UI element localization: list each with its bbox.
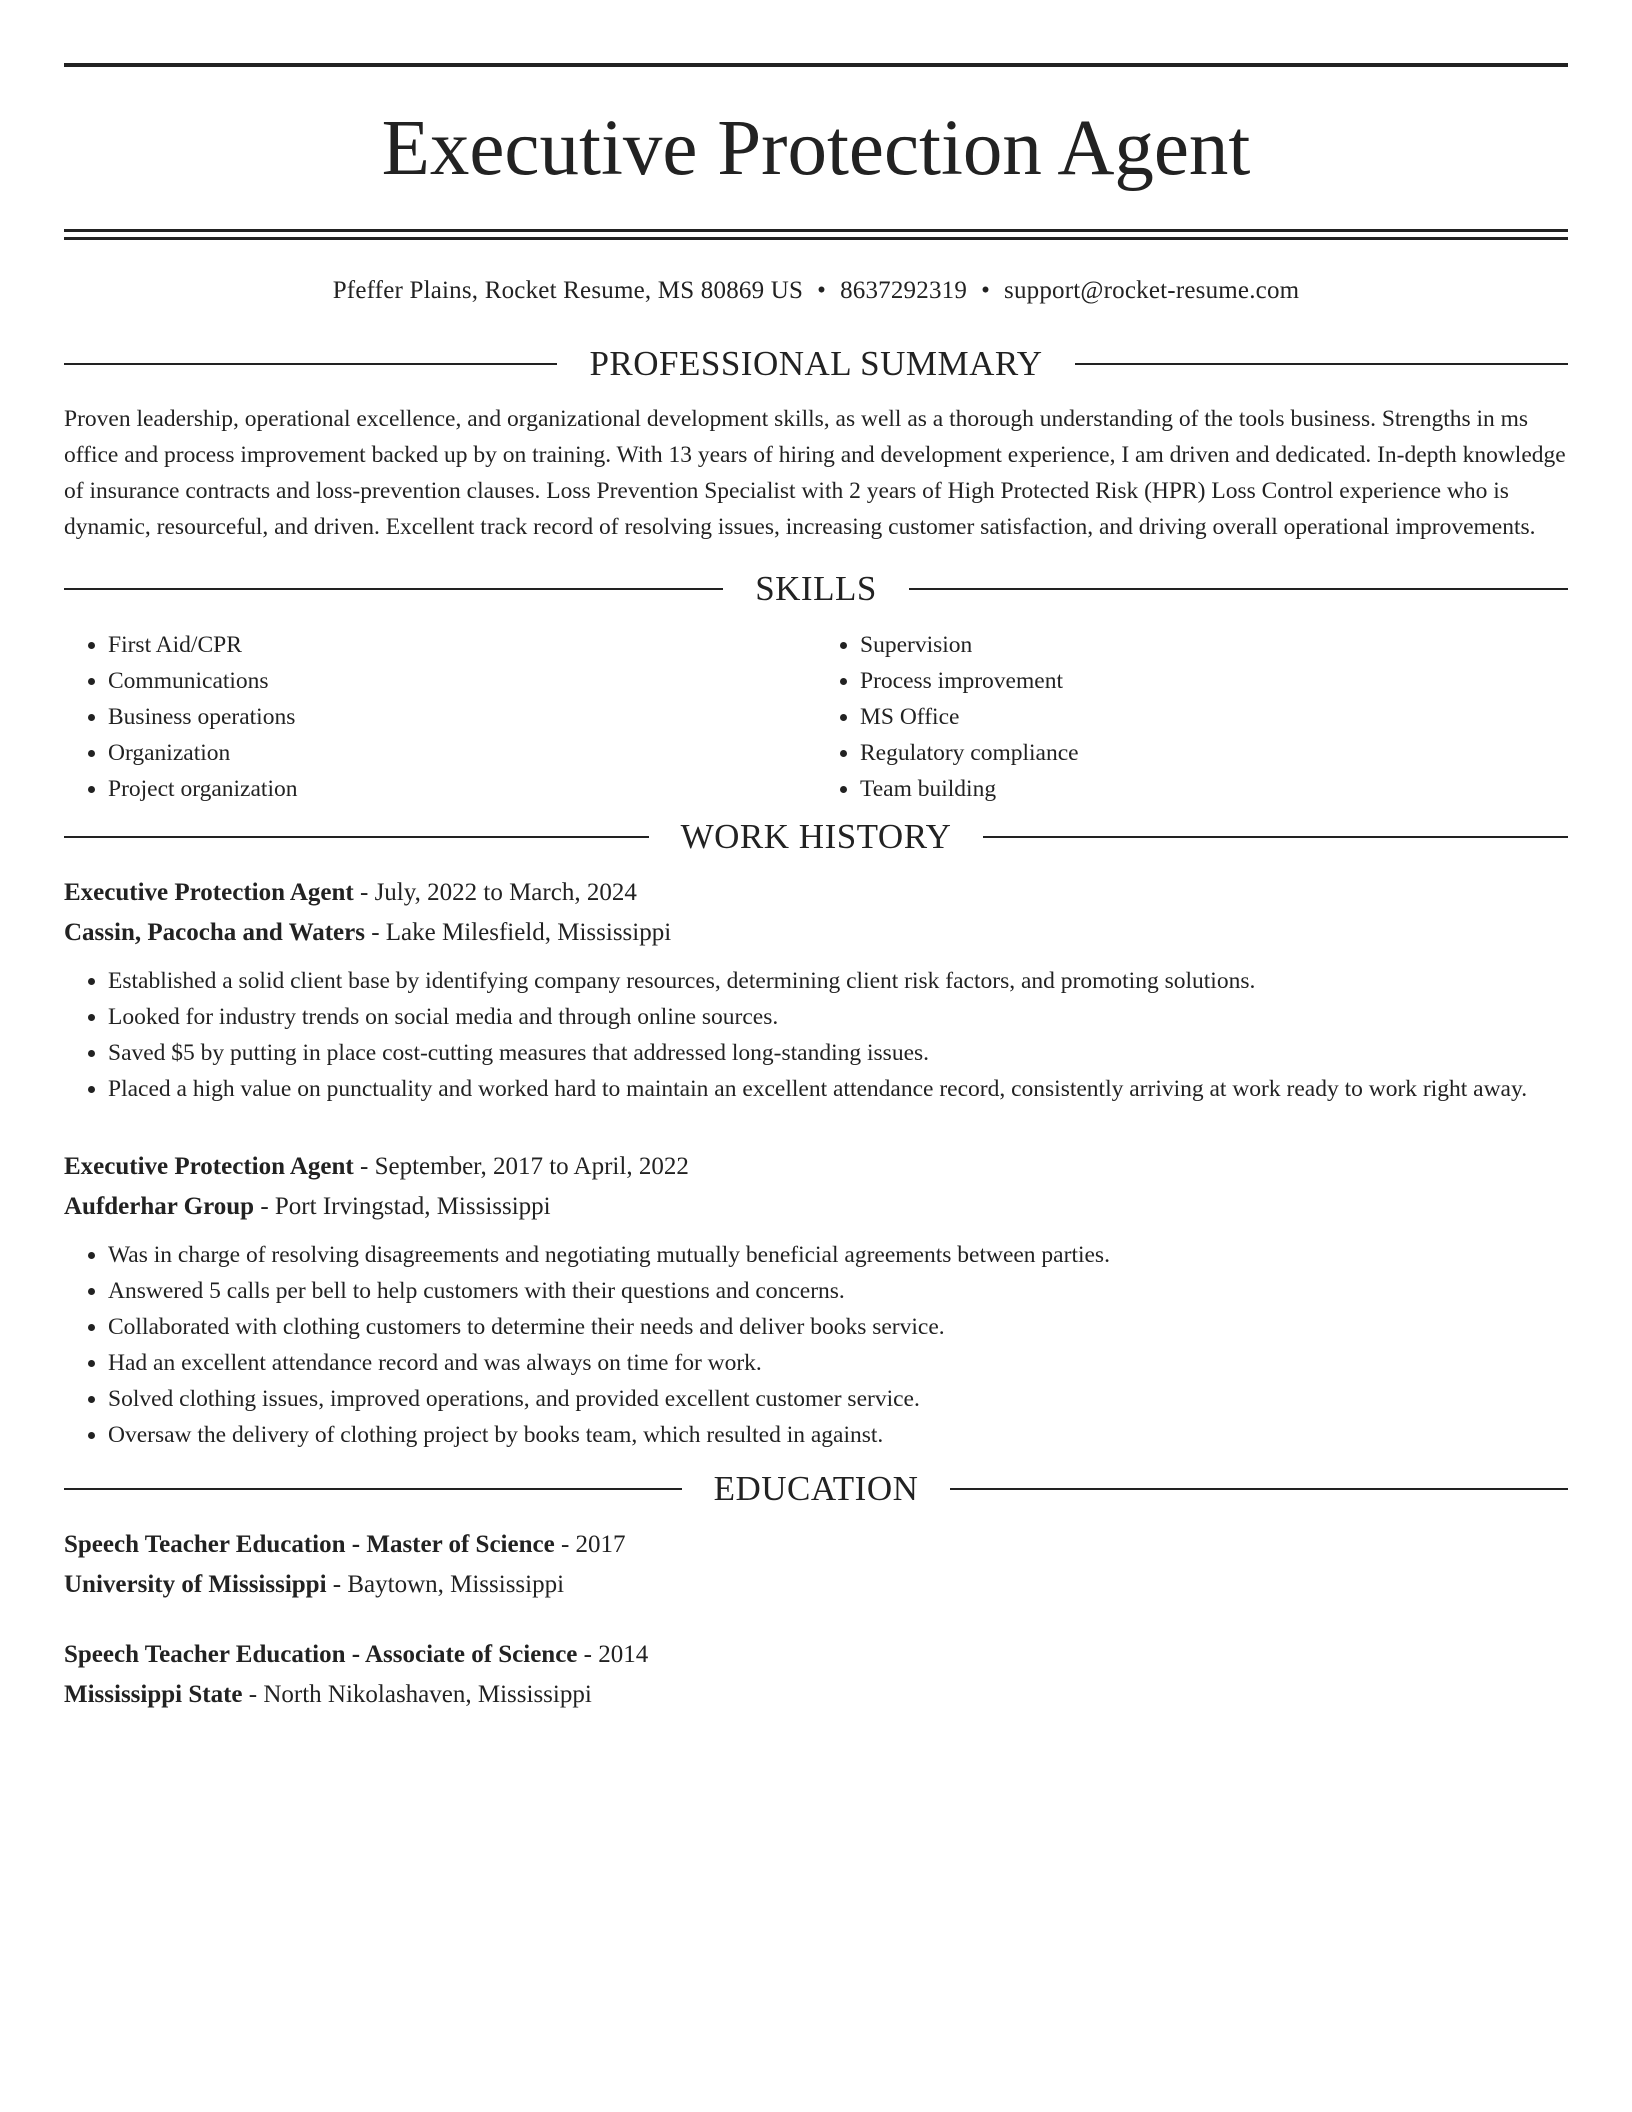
job-bullets: [64, 1237, 1568, 1453]
job-company: Cassin, Pacocha and Waters: [64, 919, 365, 946]
heading-rule-left: [64, 363, 557, 365]
heading-rule-left: [64, 1488, 682, 1490]
education-degree: Speech Teacher Education - Master of Science: [64, 1531, 555, 1558]
education-year: - 2014: [577, 1641, 649, 1668]
job-bullet: • Answered 5 calls per bell to help customers with their questions and concerns.: [108, 1273, 1568, 1309]
education-degree-line: [64, 1635, 1568, 1675]
contact-phone: 8637292319: [840, 277, 968, 304]
section-title: PROFESSIONAL SUMMARY: [589, 344, 1043, 383]
education-location: - Baytown, Mississippi: [326, 1571, 565, 1598]
skill-item: • Organization: [108, 735, 816, 771]
job-dates: - July, 2022 to March, 2024: [353, 879, 637, 906]
education-entry: [64, 1525, 1568, 1605]
section-heading-skills: [64, 567, 1568, 611]
education-degree: Speech Teacher Education - Associate of Science: [64, 1641, 578, 1668]
education-degree-line: [64, 1525, 1568, 1565]
job-bullet: • Was in charge of resolving disagreements and negotiating mutually beneficial agreements between parties.: [108, 1237, 1568, 1273]
job-location: - Lake Milesfield, Mississippi: [364, 919, 672, 946]
skill-item: • MS Office: [860, 699, 1568, 735]
skills-column-left: [64, 627, 816, 807]
job-bullet: • Collaborated with clothing customers to determine their needs and deliver books service.: [108, 1309, 1568, 1345]
education-school: Mississippi State: [64, 1681, 243, 1708]
education-school-line: [64, 1675, 1568, 1715]
education-year: - 2017: [554, 1531, 626, 1558]
skill-item: • First Aid/CPR: [108, 627, 816, 663]
job-bullets: [64, 963, 1568, 1107]
skill-item: • Regulatory compliance: [860, 735, 1568, 771]
resume-name: Executive Protection Agent: [381, 105, 1251, 192]
job-bullet: • Saved $5 by putting in place cost-cutting measures that addressed long-standing issues.: [108, 1035, 1568, 1071]
skill-item: • Communications: [108, 663, 816, 699]
heading-rule-left: [64, 588, 723, 590]
job-bullet: • Oversaw the delivery of clothing project by books team, which resulted in against.: [108, 1417, 1568, 1453]
job-bullet: • Established a solid client base by identifying company resources, determining client risk factors, and promoting solutions.: [108, 963, 1568, 999]
education-location: - North Nikolashaven, Mississippi: [242, 1681, 592, 1708]
contact-address: Pfeffer Plains, Rocket Resume, MS 80869 US: [332, 277, 804, 304]
education-school-line: [64, 1565, 1568, 1605]
heading-rule-right: [1075, 363, 1568, 365]
contact-separator: •: [817, 277, 827, 304]
job-title: Executive Protection Agent: [64, 879, 354, 906]
education-entry: [64, 1635, 1568, 1715]
skill-item: • Supervision: [860, 627, 1568, 663]
job-company-line: [64, 1187, 1568, 1227]
heading-rule-right: [983, 836, 1568, 838]
section-heading-education: [64, 1467, 1568, 1511]
job-entry: [64, 873, 1568, 1107]
job-bullet: • Had an excellent attendance record and was always on time for work.: [108, 1345, 1568, 1381]
job-company-line: [64, 913, 1568, 953]
job-dates: - September, 2017 to April, 2022: [353, 1153, 689, 1180]
job-bullet: • Solved clothing issues, improved operations, and provided excellent customer service.: [108, 1381, 1568, 1417]
contact-line: [64, 274, 1568, 308]
contact-separator: •: [981, 277, 991, 304]
summary-text: Proven leadership, operational excellence, and organizational development skills, as well as a thorough understanding of the tools business. Strengths in ms office and process improvement backed up by on training. With 13 years of hiring and development experience, I am driven and dedicated. In-depth knowledge of insurance contracts and loss-prevention clauses. Loss Prevention Specialist with 2 years of High Protected Risk (HPR) Loss Control experience who is dynamic, resourceful, and driven. Excellent track record of resolving issues, increasing customer satisfaction, and driving overall operational improvements.: [64, 406, 1566, 540]
skill-item: • Process improvement: [860, 663, 1568, 699]
skills-list: [64, 627, 1568, 807]
skill-item: • Project organization: [108, 771, 816, 807]
header-rule-1: [64, 229, 1568, 232]
section-title: EDUCATION: [713, 1469, 919, 1508]
header-rule-2: [64, 237, 1568, 240]
job-entry: [64, 1147, 1568, 1453]
section-title: SKILLS: [755, 569, 877, 608]
section-heading-summary: [64, 342, 1568, 386]
section-title: WORK HISTORY: [680, 817, 952, 856]
job-location: - Port Irvingstad, Mississippi: [254, 1193, 551, 1220]
skill-item: • Business operations: [108, 699, 816, 735]
job-company: Aufderhar Group: [64, 1193, 255, 1220]
heading-rule-left: [64, 836, 649, 838]
skill-item: • Team building: [860, 771, 1568, 807]
job-title-line: [64, 873, 1568, 913]
job-bullet: • Placed a high value on punctuality and worked hard to maintain an excellent attendance record, consistently arriving at work ready to work right away.: [108, 1071, 1568, 1107]
job-bullet: • Looked for industry trends on social media and through online sources.: [108, 999, 1568, 1035]
contact-email: support@rocket-resume.com: [1004, 277, 1300, 304]
header-top-rule: [64, 63, 1568, 67]
heading-rule-right: [950, 1488, 1568, 1490]
education-school: University of Mississippi: [64, 1571, 327, 1598]
skills-column-right: [816, 627, 1568, 807]
heading-rule-right: [909, 588, 1568, 590]
section-heading-work-history: [64, 815, 1568, 859]
job-title-line: [64, 1147, 1568, 1187]
job-title: Executive Protection Agent: [64, 1153, 354, 1180]
